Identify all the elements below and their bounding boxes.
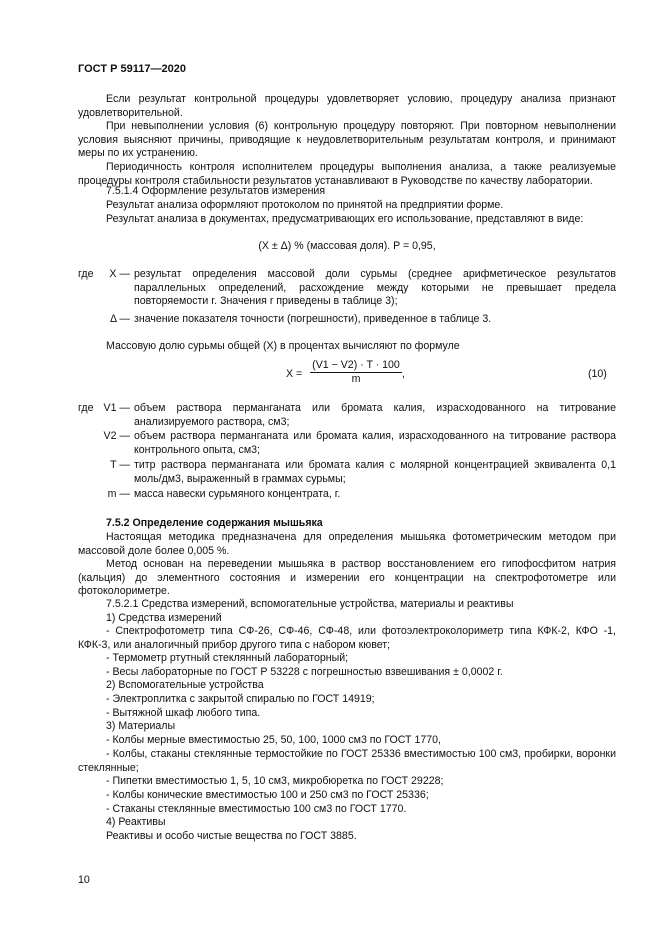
section-heading: 7.5.2.1 Средства измерений, вспомогательные устройства, материалы и реактивы: [106, 598, 514, 610]
section-heading: 7.5.2 Определение содержания мышьяка: [106, 517, 323, 529]
symbol-v1: V1 —: [103, 402, 130, 414]
result-formula: (X ± Δ) % (массовая доля). P = 0,95,: [258, 240, 436, 252]
definition-delta: значение показателя точности (погрешности), приведенное в таблице 3.: [134, 313, 492, 325]
list-item: - Вытяжной шкаф любого типа.: [106, 707, 261, 719]
list-item: - Пипетки вместимостью 1, 5, 10 см3, микробюретка по ГОСТ 29228;: [106, 775, 444, 787]
formula-lhs: X =: [286, 368, 303, 380]
list-item: - Колбы мерные вместимостью 25, 50, 100, 1000 см3 по ГОСТ 1770,: [106, 734, 441, 746]
symbol-x: X —: [109, 268, 130, 280]
list-item: - Колбы, стаканы стеклянные термостойкие по ГОСТ 25336 вместимостью 100 см3, пробирки, воронки стеклянные;: [78, 748, 616, 774]
list-item: - Термометр ртутный стеклянный лабораторный;: [106, 652, 349, 664]
paragraph: Настоящая методика предназначена для определения мышьяка фотометрическим методом при массовой доле более 0,005 %.: [78, 531, 616, 557]
paragraph: Метод основан на переведении мышьяка в раствор восстановлением его гипофосфитом натрия (кальция) до элементного состояния и измерении его концентрации на спектрофотометре или фотоколориметре.: [78, 558, 616, 598]
definition-t: титр раствора перманганата или бромата калия с молярной концентрацией эквивалента 0,1 моль/дм3, выраженный в граммах сурьмы;: [134, 459, 616, 485]
list-item: - Спектрофотометр типа СФ-26, СФ-46, СФ-48, или фотоэлектроколориметр типа КФК-2, КФО -1, КФК-3, или аналогичный прибор другого типа с набором кювет;: [78, 625, 616, 651]
list-item: 4) Реактивы: [106, 816, 166, 828]
list-item: 2) Вспомогательные устройства: [106, 679, 264, 691]
list-item: 3) Материалы: [106, 720, 176, 732]
paragraph: Результат анализа в документах, предусматривающих его использование, представляют в виде:: [106, 213, 584, 225]
paragraph: Массовую долю сурьмы общей (X) в процентах вычисляют по формуле: [106, 340, 460, 352]
definition-v2: объем раствора перманганата или бромата калия, израсходованного на титрование раствора контрольного опыта, см3;: [134, 430, 616, 456]
where-label: где: [78, 268, 94, 280]
paragraph: Если результат контрольной процедуры удовлетворяет условию, процедуру анализа признают удовлетворительной.: [78, 93, 616, 119]
document-header: ГОСТ Р 59117—2020: [78, 63, 186, 75]
formula-fraction: [310, 359, 402, 385]
section-heading: 7.5.1.4 Оформление результатов измерения: [106, 185, 326, 197]
definition-m: масса навески сурьмяного концентрата, г.: [134, 488, 341, 500]
list-item: - Колбы конические вместимостью 100 и 250 см3 по ГОСТ 25336;: [106, 789, 429, 801]
equation-number: (10): [588, 368, 607, 380]
formula-denominator: m: [351, 373, 361, 385]
where-label: где: [78, 402, 94, 414]
list-item: - Весы лабораторные по ГОСТ Р 53228 с погрешностью взвешивания ± 0,0002 г.: [106, 666, 503, 678]
paragraph: При невыполнении условия (6) контрольную процедуру повторяют. При повторном невыполнении условия выясняют причины, приводящие к неудовлетворительным результатам контроля, и принимают меры по их устранению.: [78, 120, 616, 160]
list-item: Реактивы и особо чистые вещества по ГОСТ 3885.: [106, 830, 357, 842]
page-number: 10: [78, 874, 90, 886]
list-item: - Электроплитка с закрытой спиралью по ГОСТ 14919;: [106, 693, 375, 705]
formula-comma: ,: [402, 368, 405, 380]
symbol-m: m —: [107, 488, 130, 500]
definition-x: результат определения массовой доли сурьмы (среднее арифметическое результатов параллельных определений, расхождение между которыми не превышает предела повторяемости r. Значения r приведены в таблице 3);: [134, 268, 616, 308]
paragraph: Результат анализа оформляют протоколом по принятой на предприятии форме.: [106, 199, 504, 211]
formula-numerator: (V1 − V2) · T · 100: [310, 359, 402, 373]
list-item: - Стаканы стеклянные вместимостью 100 см3 по ГОСТ 1770.: [106, 803, 407, 815]
symbol-delta: Δ —: [109, 313, 130, 325]
symbol-t: T —: [110, 459, 130, 471]
list-item: 1) Средства измерений: [106, 612, 222, 624]
definition-v1: объем раствора перманганата или бромата калия, израсходованного на титрование анализируемого раствора, см3;: [134, 402, 616, 428]
symbol-v2: V2 —: [103, 430, 130, 442]
paragraph: Периодичность контроля исполнителем процедуры выполнения анализа, а также реализуемые процедуры контроля стабильности результатов устанавливают в Руководстве по качеству лаборатории.: [78, 161, 616, 187]
